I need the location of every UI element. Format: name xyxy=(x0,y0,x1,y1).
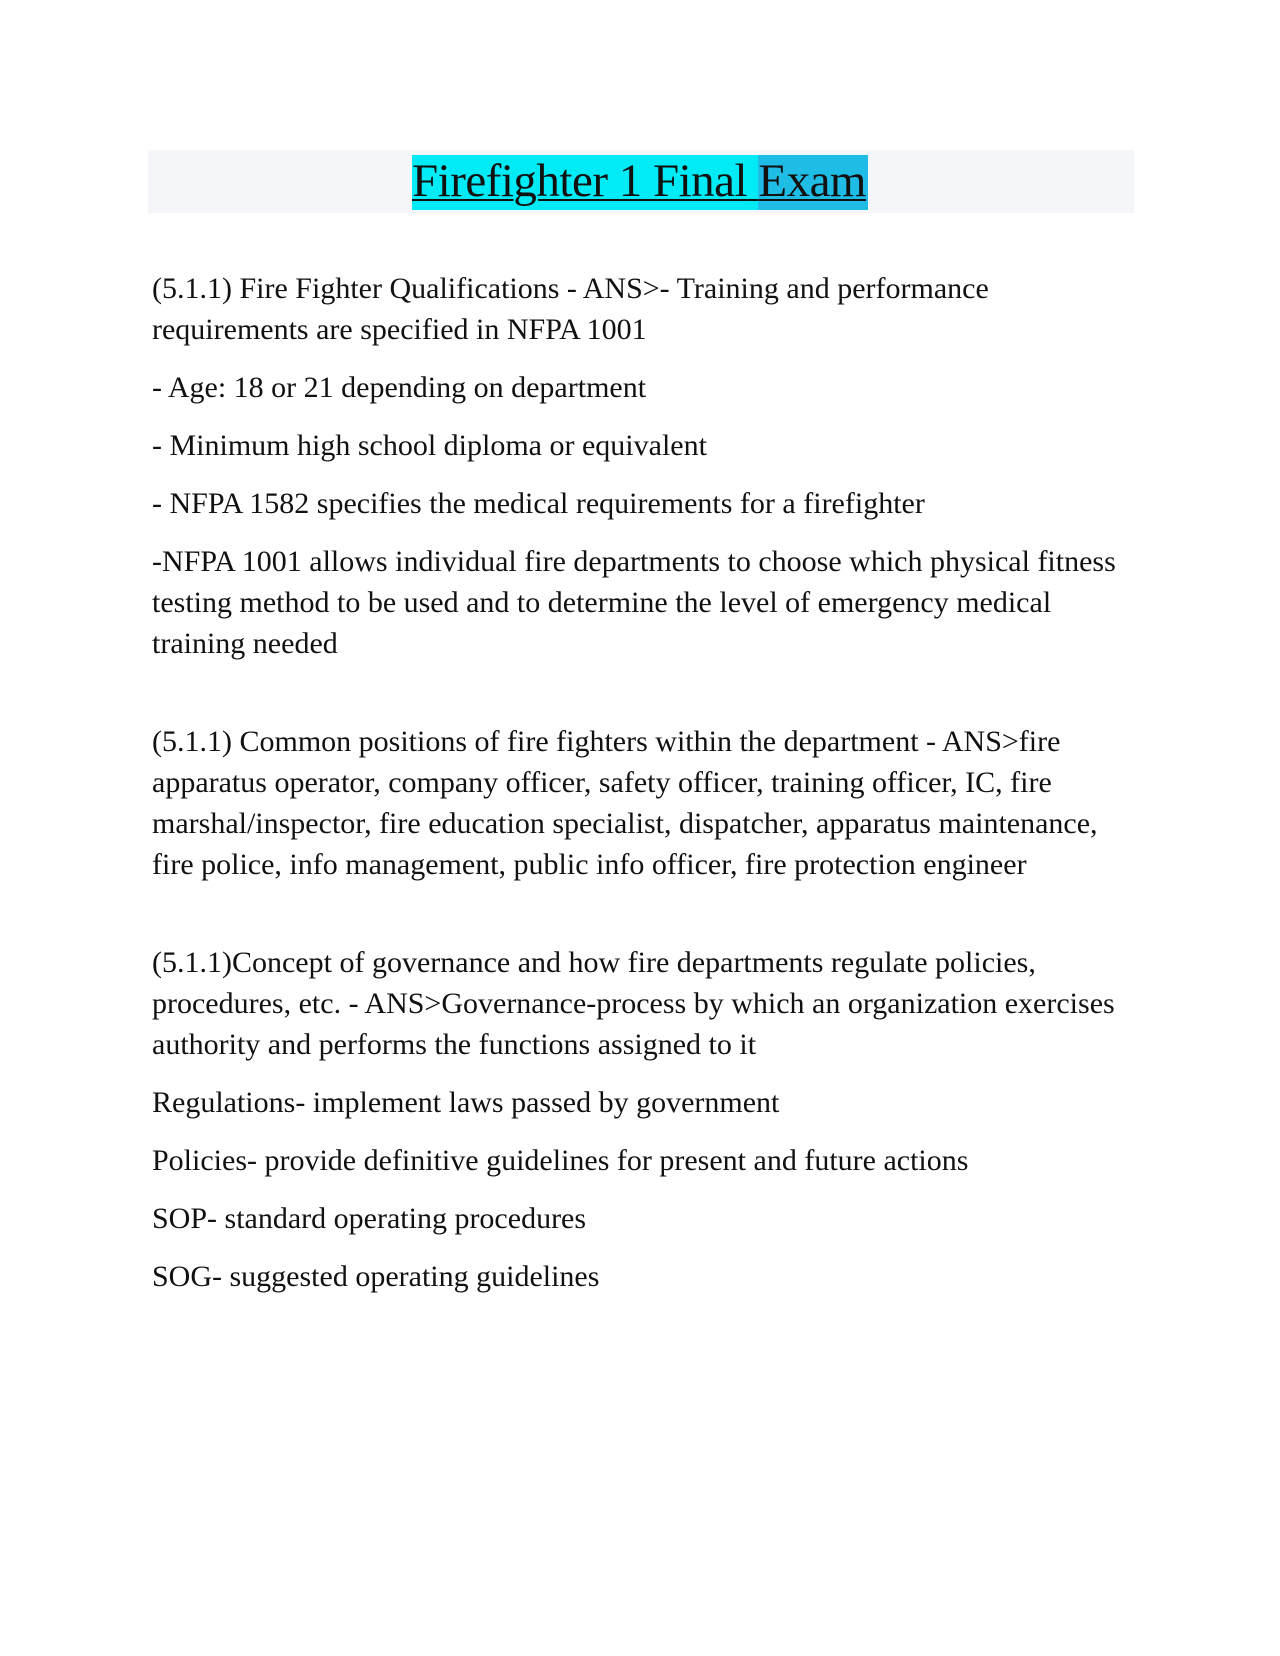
paragraph-common-positions: (5.1.1) Common positions of fire fighters within the department - ANS>fire apparatus operator, company officer, safety officer, training officer, IC, fire marshal/inspector, fire education specialist, dispatcher, apparatus maintenance, fire police, info management, public info officer, fire protection engineer xyxy=(152,725,1098,881)
paragraph-policies: Policies- provide definitive guidelines for present and future actions xyxy=(152,1144,969,1177)
paragraph-diploma: - Minimum high school diploma or equivalent xyxy=(152,429,707,462)
document-title xyxy=(412,150,868,213)
paragraph-sog: SOG- suggested operating guidelines xyxy=(152,1260,600,1293)
paragraph-governance: (5.1.1)Concept of governance and how fire departments regulate policies, procedures, etc. - ANS>Governance-process by which an organization exercises authority and performs the functions assigned to it xyxy=(152,946,1115,1061)
title-space xyxy=(747,155,758,210)
title-container xyxy=(0,150,1280,216)
paragraph-nfpa-1582: - NFPA 1582 specifies the medical requirements for a firefighter xyxy=(152,487,925,520)
title-text-highlighted: Firefighter 1 Final xyxy=(412,155,747,210)
paragraph-sop: SOP- standard operating procedures xyxy=(152,1202,587,1235)
paragraph-qualifications: (5.1.1) Fire Fighter Qualifications - ANS>- Training and performance requirements are specified in NFPA 1001 xyxy=(152,272,989,346)
document-body xyxy=(152,268,1142,1314)
paragraph-nfpa-1001: -NFPA 1001 allows individual fire departments to choose which physical fitness testing method to be used and to determine the level of emergency medical training needed xyxy=(152,545,1116,660)
title-text-selected[interactable]: Exam xyxy=(758,155,868,210)
paragraph-age: - Age: 18 or 21 depending on department xyxy=(152,371,647,404)
paragraph-regulations: Regulations- implement laws passed by government xyxy=(152,1086,780,1119)
